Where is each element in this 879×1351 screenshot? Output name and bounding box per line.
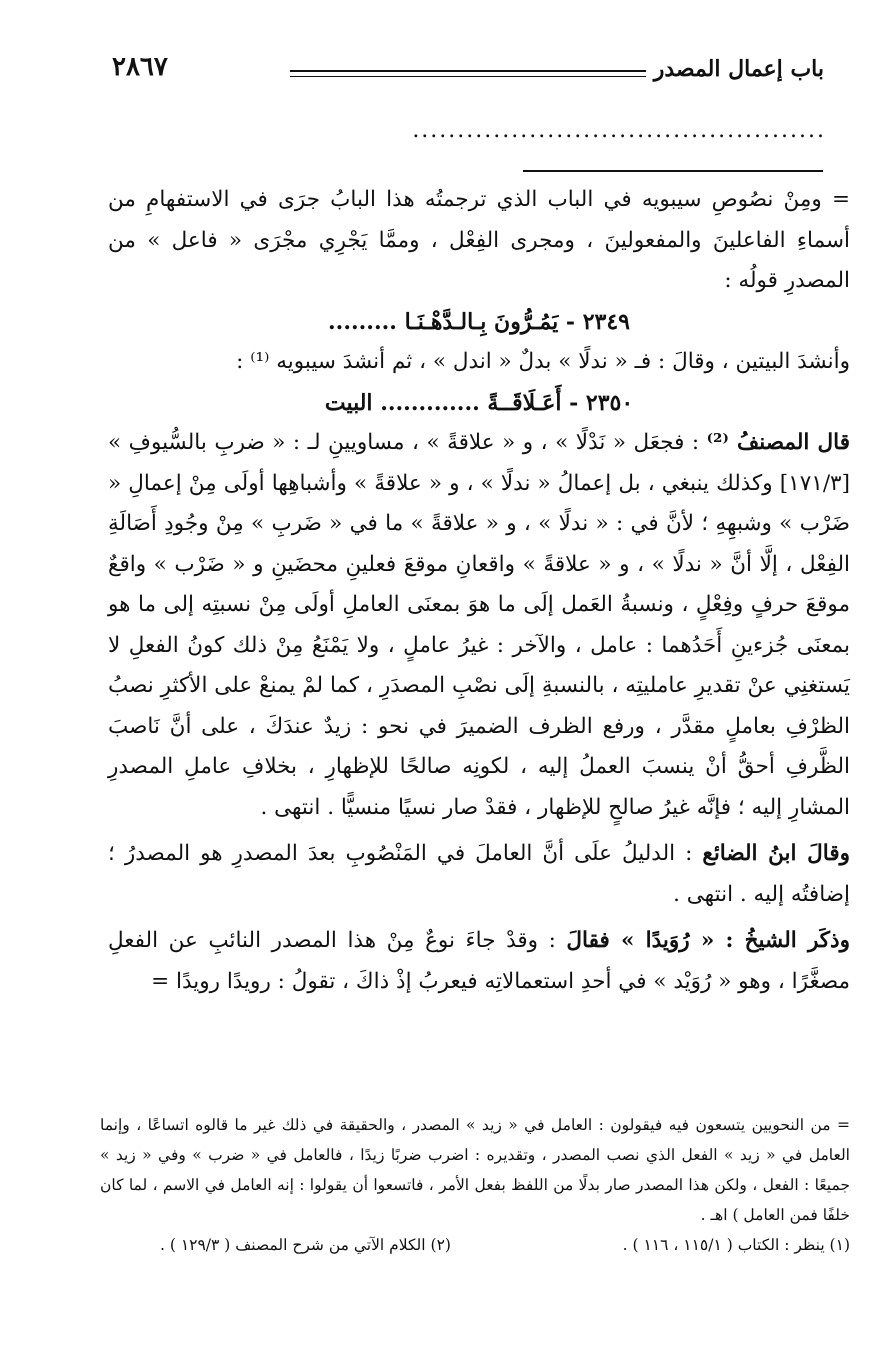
main-text	[108, 180, 850, 1002]
footnotes	[100, 1110, 850, 1260]
paragraph-4-lead: وقالَ ابنُ الضائع	[702, 841, 850, 866]
paragraph-5-lead: وذكَر الشيخُ : « رُوَيدًا » فقالَ	[566, 928, 850, 953]
header-rule	[290, 70, 646, 72]
footnote-continuation: = من النحويين يتسعون فيه فيقولون : العامل في « زيد » المصدر ، والحقيقة في ذلك غير ما قالوه اتساعًا ، وإنما العامل في « زيد » الفعل الذي نصب المصدر ، وتقديره : اضرب ضربًا زيدًا ، فالعامل في « ضرب » وفي « زيد » جميعًا : الفعل ، ولكن هذا المصدر صار بدلًا من اللفظ بفعل الأمر ، فاتسعوا أن يقولوا : إنه العامل في الاسم ، لما كان خلفًا فمن العامل ) اهـ .	[100, 1116, 850, 1224]
page-header	[112, 52, 824, 96]
footnote-2: (٢) الكلام الآتي من شرح المصنف ( ١٢٩/٣ ) .	[160, 1236, 451, 1254]
paragraph-2: وأنشدَ البيتين ، وقالَ : فـ « ندلًا » بدلٌ « اندل » ، ثم أنشدَ سيبويه ⁽¹⁾ :	[236, 349, 850, 374]
paragraph-5-body: : وقدْ جاءَ نوعٌ مِنْ هذا المصدر النائبِ عن الفعلِ مصغَّرًا ، وهو « رُوَيْد » في أحدِ استعمالاتِه فيعربُ إذْ ذاكَ ، تقولُ : رويدًا رويدًا =	[108, 928, 850, 994]
paragraph-5	[108, 921, 850, 1002]
dotted-line: ..............................................	[412, 118, 826, 143]
verse-2349: ٢٣٤٩ - يَمُـرُّونَ بِـالـدَّهْـنَـا .........	[328, 308, 630, 335]
separator-line	[523, 170, 823, 172]
paragraph-4-body: : الدليلُ علَى أنَّ العاملَ في المَنْصُوبِ بعدَ المصدرِ هو المصدرُ ؛ إضافتُه إليه . انتهى .	[108, 841, 850, 907]
paragraph-1: = ومِنْ نصُوصِ سيبويه في الباب الذي ترجمتُه هذا البابُ جرَى في الاستفهامِ من أسماءِ الفاعلينَ والمفعولينَ ، ومجرى الفِعْل ، وممَّا يَجْرِي مجْرَى « فاعل » من المصدرِ قولُه :	[108, 187, 850, 293]
header-rule-thin	[290, 76, 646, 77]
verse-2350: ٢٣٥٠ - أَعَـلَاقَــةً ............. البيت	[324, 389, 634, 416]
page-number: ٢٨٦٧	[112, 52, 168, 82]
paragraph-3-lead: قال المصنفُ ⁽²⁾	[706, 430, 850, 455]
paragraph-4	[108, 834, 850, 915]
paragraph-3-body: : فجعَل « نَدْلًا » ، و « علاقةً » ، مساويينِ لـ : « ضربِ بالسُّيوفِ » [١٧١/٣] وكذلك ينبغي ، بل إعمالُ « ندلًا » ، و « علاقةً » وأشباهِها أولَى مِنْ إعمالِ « ضَرْب » وشبهِهِ ؛ لأنَّ في : « ندلًا » ، و « علاقةً » ما في « ضَربِ » مِنْ وجُودِ أَصَالَةِ الفِعْل ، إلَّا أنَّ « ندلًا » ، و « علاقةً » واقعانِ موقعَ فعلينِ محضَينِ و « ضَرْب » واقعٌ موقعَ حرفٍ وفِعْلٍ ، ونسبةُ العَمل إلَى ما هوَ بمعنَى العاملِ أولَى مِنْ نسبتِه إلى ما هو بمعنَى جُزءينِ أَحَدُهما : عامل ، والآخر : غيرُ عاملٍ ، ولا يَمْنَعُ مِنْ ذلك كونُ الفعلِ لا يَستغنِي عنْ تقديرِ عامليتِه ، بالنسبةِ إلَى نصْبِ المصدَرِ ، كما لمْ يمنعْ على الأكثرِ نصبُ الظرْفِ بعاملٍ مقدَّر ، ورفع الظرف الضميرَ في نحو : زيدٌ عندَكَ ، على أنَّ نَاصبَ الظَّرفِ أحقُّ أنْ ينسبَ العملُ إليه ، لكونِه صالحًا للإظهارِ ، بخلافِ عاملِ المصدرِ المشارِ إليه ؛ فإنَّه غيرُ صالحٍ للإظهار ، فقدْ صار نسيًا منسيًّا . انتهى .	[108, 430, 850, 820]
running-title: باب إعمال المصدر	[653, 56, 824, 82]
footnote-row	[100, 1230, 850, 1260]
footnote-1: (١) ينظر : الكتاب ( ١١٥/١ ، ١١٦ ) .	[622, 1236, 850, 1254]
paragraph-3	[108, 423, 850, 828]
